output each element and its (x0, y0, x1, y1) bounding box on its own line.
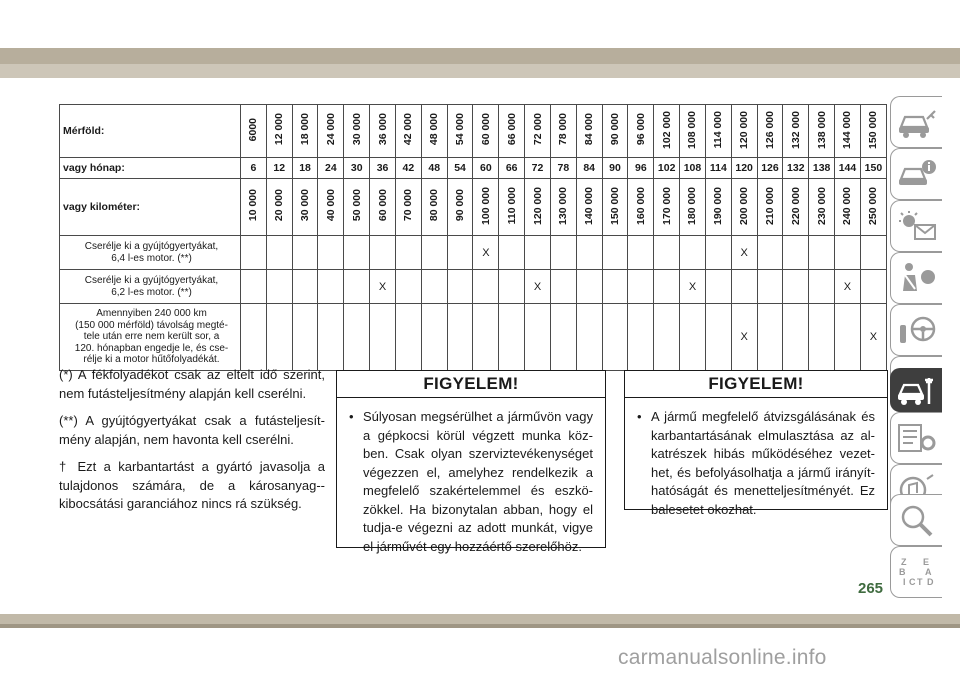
km-cell (395, 179, 421, 236)
km-value: 50 000 (350, 189, 363, 222)
task-mark (757, 270, 783, 304)
top-band-light (0, 64, 960, 78)
km-value: 30 000 (299, 189, 312, 222)
task-mark (447, 236, 473, 270)
task-mark: X (860, 304, 886, 371)
task-label-line: rélje ki a motor hűtőfolyadékát. (83, 354, 220, 366)
bullet-dot: • (349, 409, 354, 424)
task-mark (344, 304, 370, 371)
task-mark: X (731, 236, 757, 270)
task-mark: X (525, 270, 551, 304)
km-value: 180 000 (686, 186, 699, 225)
km-value: 70 000 (402, 189, 415, 222)
tab-car-info[interactable] (890, 148, 942, 200)
tab-technical-specs[interactable] (890, 412, 942, 464)
task-mark: X (835, 270, 861, 304)
mileage-value: 90 000 (609, 113, 621, 146)
month-value: 102 (654, 158, 680, 179)
task-mark (705, 304, 731, 371)
km-cell (241, 179, 267, 236)
task-mark (550, 304, 576, 371)
task-mark (550, 236, 576, 270)
mileage-cell (602, 105, 628, 158)
task-mark (499, 270, 525, 304)
km-value: 190 000 (712, 186, 725, 225)
km-value: 40 000 (324, 189, 337, 222)
task-mark (576, 270, 602, 304)
mileage-value: 66 000 (505, 113, 518, 146)
task-mark: X (473, 236, 499, 270)
km-cell (421, 179, 447, 236)
tab-car-features[interactable] (890, 96, 942, 148)
km-cell (292, 179, 318, 236)
month-value: 12 (266, 158, 292, 179)
task-label (60, 270, 241, 304)
task-mark (473, 270, 499, 304)
task-mark (731, 270, 757, 304)
month-value: 30 (344, 158, 370, 179)
task-mark (680, 236, 706, 270)
task-mark (525, 236, 551, 270)
light-mail-icon (897, 209, 937, 243)
warning-text: Súlyosan megsérülhet a járművön vagy a gépkocsi körül végzett munka köz-ben. Csak olyan szerviztevékenységet végezzen el, amelyhez rendelkezik a megfelelő szakértelemmel és eszkö-zökkel. Ha bizonytalan abban, hogy el tudja-e végezni az adott munkát, vigye el járművét egy hozzáértő szerelőhöz. (363, 409, 593, 554)
task-mark (241, 236, 267, 270)
task-label (60, 304, 241, 371)
month-value: 60 (473, 158, 499, 179)
mileage-value: 150 000 (867, 110, 880, 149)
mileage-cell (705, 105, 731, 158)
task-mark (809, 270, 835, 304)
task-mark (654, 304, 680, 371)
km-value: 10 000 (247, 189, 260, 222)
km-value: 200 000 (738, 186, 751, 225)
task-label-line: (150 000 mérföld) távolság megté- (75, 319, 228, 331)
task-mark (602, 270, 628, 304)
task-mark: X (731, 304, 757, 371)
mileage-value: 12 000 (273, 113, 286, 146)
task-mark (292, 304, 318, 371)
month-value: 144 (835, 158, 861, 179)
bullet-dot: • (637, 409, 642, 424)
mileage-value: 72 000 (531, 113, 544, 146)
mileage-value: 102 000 (660, 110, 673, 149)
mileage-row (60, 105, 887, 158)
car-info-icon (897, 157, 937, 191)
task-mark (499, 236, 525, 270)
mileage-cell (860, 105, 886, 158)
tab-starting-driving[interactable] (890, 304, 942, 356)
maintenance-schedule-table (59, 104, 887, 371)
mileage-cell (680, 105, 706, 158)
mileage-cell (499, 105, 525, 158)
bottom-band-dark (0, 624, 960, 628)
mileage-cell (344, 105, 370, 158)
task-mark (654, 236, 680, 270)
mileage-value: 120 000 (738, 110, 751, 149)
km-label: vagy kilométer: (60, 179, 241, 236)
warning-title: FIGYELEM! (337, 371, 605, 398)
index-letter: D (927, 577, 934, 587)
task-mark (705, 270, 731, 304)
index-letter: C (909, 577, 916, 587)
mileage-value: 132 000 (789, 110, 802, 149)
km-value: 80 000 (428, 189, 441, 222)
mileage-cell (809, 105, 835, 158)
km-value: 170 000 (660, 186, 673, 225)
task-mark (447, 304, 473, 371)
task-mark (266, 304, 292, 371)
task-mark (395, 270, 421, 304)
task-mark (266, 236, 292, 270)
month-value: 66 (499, 158, 525, 179)
index-letter: A (925, 567, 932, 577)
task-mark (370, 304, 396, 371)
task-mark (421, 304, 447, 371)
task-label-line: Cserélje ki a gyújtógyertyákat, (84, 275, 219, 286)
task-row (60, 270, 887, 304)
seatbelt-airbag-icon (897, 261, 937, 295)
car-key-icon (897, 105, 937, 139)
task-mark (705, 236, 731, 270)
task-mark (835, 236, 861, 270)
km-cell (266, 179, 292, 236)
month-value: 96 (628, 158, 654, 179)
task-mark (344, 270, 370, 304)
month-value: 108 (680, 158, 706, 179)
task-mark (473, 304, 499, 371)
index-letter: B (899, 567, 906, 577)
month-value: 6 (241, 158, 267, 179)
km-value: 220 000 (789, 186, 802, 225)
km-cell (344, 179, 370, 236)
top-band (0, 48, 960, 64)
task-mark (860, 236, 886, 270)
km-cell (525, 179, 551, 236)
km-cell (654, 179, 680, 236)
mileage-value: 126 000 (763, 110, 776, 149)
tab-index[interactable] (890, 546, 942, 598)
task-mark (783, 236, 809, 270)
km-value: 110 000 (505, 186, 518, 225)
mileage-cell (654, 105, 680, 158)
mileage-value: 18 000 (299, 113, 312, 146)
footnote-brake-fluid: (*) A fékfolyadékot csak az eltelt idő szerint, nem futásteljesítmény alapján kell cserélni. (59, 367, 325, 401)
watermark: carmanualsonline.info (618, 646, 827, 669)
month-label: vagy hónap: (60, 158, 241, 179)
mileage-cell (447, 105, 473, 158)
tab-lights-messages[interactable] (890, 200, 942, 252)
task-row (60, 236, 887, 270)
km-cell (318, 179, 344, 236)
mileage-value: 114 000 (712, 110, 725, 149)
task-mark (783, 270, 809, 304)
task-mark (860, 270, 886, 304)
task-mark (757, 304, 783, 371)
mileage-value: 6000 (247, 117, 260, 142)
task-mark (395, 236, 421, 270)
task-mark (292, 270, 318, 304)
mileage-value: 96 000 (634, 113, 647, 146)
mileage-cell (550, 105, 576, 158)
km-cell (860, 179, 886, 236)
month-value: 42 (395, 158, 421, 179)
mileage-value: 108 000 (686, 110, 699, 149)
mileage-value: 144 000 (841, 110, 854, 149)
month-value: 36 (370, 158, 396, 179)
km-cell (680, 179, 706, 236)
magnifier-icon (897, 503, 937, 537)
steering-wheel-icon (897, 313, 937, 347)
task-mark (628, 270, 654, 304)
tab-safety[interactable] (890, 252, 942, 304)
list-gear-icon (897, 421, 937, 455)
km-cell (499, 179, 525, 236)
task-label-line: Amennyiben 240 000 km (96, 308, 207, 320)
km-value: 90 000 (454, 189, 467, 222)
mileage-value: 36 000 (376, 113, 389, 146)
month-value: 132 (783, 158, 809, 179)
mileage-value: 84 000 (583, 113, 596, 146)
task-mark (370, 236, 396, 270)
month-value: 18 (292, 158, 318, 179)
tab-search[interactable] (890, 494, 942, 546)
km-cell (757, 179, 783, 236)
month-value: 120 (731, 158, 757, 179)
task-row (60, 304, 887, 371)
task-mark (783, 304, 809, 371)
footnote-spark-plugs: (**) A gyújtógyertyákat csak a futásteljesít-mény alapján, nem havonta kell cserélni. (59, 413, 325, 447)
warning-box-inspection (624, 370, 888, 517)
task-mark (602, 236, 628, 270)
task-mark (835, 304, 861, 371)
task-label-line: 6,2 l-es motor. (**) (111, 286, 192, 298)
month-value: 114 (705, 158, 731, 179)
task-mark (241, 304, 267, 371)
month-value: 54 (447, 158, 473, 179)
km-cell (628, 179, 654, 236)
month-row (60, 158, 887, 179)
task-mark (318, 236, 344, 270)
task-mark (344, 236, 370, 270)
mileage-value: 60 000 (479, 113, 492, 146)
mileage-label: Mérföld: (60, 105, 241, 158)
km-cell (783, 179, 809, 236)
month-value: 24 (318, 158, 344, 179)
mileage-value: 24 000 (324, 113, 337, 146)
mileage-cell (241, 105, 267, 158)
task-label-line: tele után erre nem került sor, a (83, 331, 220, 343)
km-value: 120 000 (531, 186, 544, 225)
task-mark (499, 304, 525, 371)
bottom-band (0, 614, 960, 624)
mileage-cell (395, 105, 421, 158)
mileage-cell (370, 105, 396, 158)
task-mark: X (680, 270, 706, 304)
warning-box-service (336, 370, 606, 554)
task-mark (550, 270, 576, 304)
month-value: 150 (860, 158, 886, 179)
mileage-cell (757, 105, 783, 158)
km-cell (835, 179, 861, 236)
km-cell (447, 179, 473, 236)
warning-text: A jármű megfelelő átvizsgálásának és karbantartásának elmulasztása az al-katrészek hibás működéséhez vezet-het, és befolyásolhatja a jármű irányít-hatóságát és menetteljesítményét. Ez balesetet okozhat. (651, 409, 875, 517)
mileage-value: 78 000 (557, 113, 570, 146)
km-cell (731, 179, 757, 236)
mileage-cell (266, 105, 292, 158)
task-mark (576, 304, 602, 371)
warning-title: FIGYELEM! (625, 371, 887, 398)
month-value: 72 (525, 158, 551, 179)
task-mark (525, 304, 551, 371)
task-mark (421, 270, 447, 304)
month-value: 126 (757, 158, 783, 179)
mileage-cell (421, 105, 447, 158)
km-value: 210 000 (763, 186, 776, 225)
km-value: 100 000 (479, 186, 492, 225)
mileage-cell (783, 105, 809, 158)
mileage-value: 42 000 (402, 113, 415, 146)
task-mark (421, 236, 447, 270)
mileage-value: 138 000 (815, 110, 828, 149)
task-mark (809, 304, 835, 371)
mileage-cell (731, 105, 757, 158)
task-mark (628, 236, 654, 270)
task-mark (654, 270, 680, 304)
km-value: 60 000 (376, 189, 389, 222)
mileage-value: 30 000 (350, 113, 363, 146)
task-mark (395, 304, 421, 371)
mileage-cell (576, 105, 602, 158)
task-label-line: Cserélje ki a gyújtógyertyákat, (84, 241, 219, 252)
task-mark (241, 270, 267, 304)
km-cell (576, 179, 602, 236)
km-value: 130 000 (557, 186, 570, 225)
mileage-cell (628, 105, 654, 158)
km-value: 160 000 (634, 186, 647, 225)
task-mark (602, 304, 628, 371)
task-label (60, 236, 241, 270)
index-letter: I (903, 577, 906, 587)
task-mark: X (370, 270, 396, 304)
task-label-line: 6,4 l-es motor. (**) (111, 252, 192, 264)
km-value: 150 000 (609, 186, 621, 225)
km-row (60, 179, 887, 236)
month-value: 48 (421, 158, 447, 179)
page-number: 265 (858, 580, 884, 597)
index-letter: T (917, 577, 923, 587)
task-mark (266, 270, 292, 304)
km-value: 250 000 (867, 186, 880, 225)
km-cell (809, 179, 835, 236)
task-mark (628, 304, 654, 371)
km-value: 20 000 (273, 189, 286, 222)
task-mark (809, 236, 835, 270)
mileage-value: 48 000 (428, 113, 441, 146)
mileage-cell (292, 105, 318, 158)
task-mark (757, 236, 783, 270)
km-cell (370, 179, 396, 236)
mileage-cell (473, 105, 499, 158)
km-cell (550, 179, 576, 236)
month-value: 78 (550, 158, 576, 179)
car-wrench-icon (897, 376, 937, 406)
month-value: 84 (576, 158, 602, 179)
task-mark (680, 304, 706, 371)
footnotes (59, 366, 325, 523)
km-cell (473, 179, 499, 236)
task-mark (576, 236, 602, 270)
km-value: 240 000 (841, 186, 854, 225)
tab-servicing-maintenance[interactable] (890, 368, 942, 412)
month-value: 138 (809, 158, 835, 179)
mileage-cell (835, 105, 861, 158)
task-mark (318, 270, 344, 304)
km-cell (705, 179, 731, 236)
mileage-cell (318, 105, 344, 158)
mileage-cell (525, 105, 551, 158)
footnote-dagger: † Ezt a karbantartást a gyártó javasolja a tulajdonos számára, de a károsanyag--kibocsátási garanciához nincs rá szükség. (59, 459, 325, 511)
task-mark (318, 304, 344, 371)
alphabet-index-icon (897, 555, 937, 589)
km-value: 140 000 (583, 186, 596, 225)
mileage-value: 54 000 (454, 113, 467, 146)
index-letter: E (923, 557, 930, 567)
km-value: 230 000 (815, 186, 828, 225)
task-label-line: 120. hónapban engedje le, és cse- (74, 342, 229, 354)
km-cell (602, 179, 628, 236)
task-mark (292, 236, 318, 270)
month-value: 90 (602, 158, 628, 179)
index-letter: Z (901, 557, 907, 567)
task-mark (447, 270, 473, 304)
